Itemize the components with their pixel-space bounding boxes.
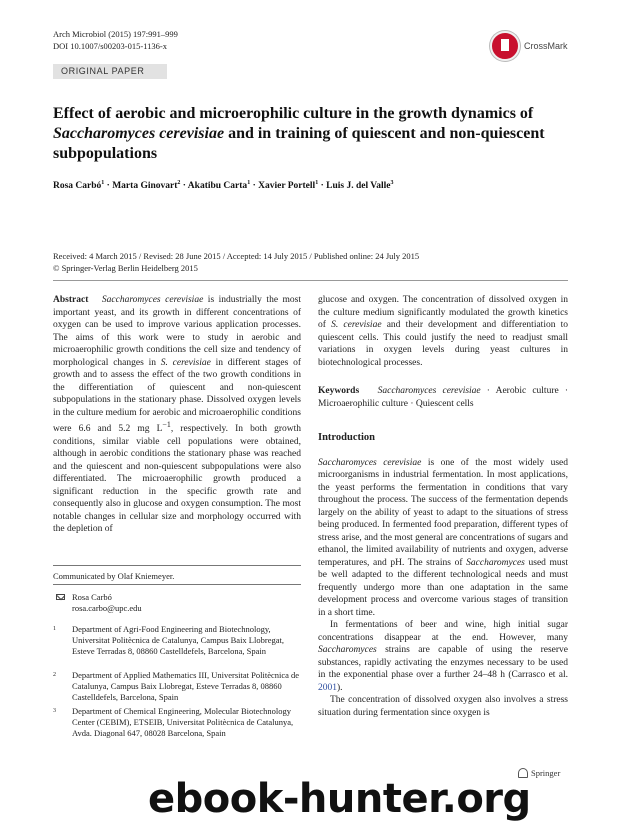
author-affiliation-mark: 1: [247, 180, 251, 186]
watermark-text: ebook-hunter.org: [148, 776, 531, 822]
abstract: [53, 294, 301, 536]
intro-text-1a: is one of the most widely used microorganisms in industrial fermentation. In most applications, the yeast performs the fermentation in conditions that vary throughout the process. The success of the fermentation depends largely on the ability of yeast to adapt to the situations of stress being produced. In fermented food preparation, different types of stress arise, and the most general are concentrations of sugars and ethanol, the limited availability of nutrients and oxygen, adverse temperatures, and pH. The strains of: [318, 457, 569, 568]
title-species: Saccharomyces cerevisiae: [53, 125, 225, 142]
left-column: [53, 294, 301, 536]
section-heading-introduction: Introduction: [318, 432, 375, 443]
citation-link[interactable]: 2001: [318, 682, 337, 693]
corresponding-author: [72, 592, 142, 614]
author-name[interactable]: Xavier Portell: [258, 181, 316, 192]
abstract-continued: [318, 294, 568, 369]
intro-text-1b: used must be well adapted to the different technological needs and must frequently undergo more than one adaptation in the same development process and overcome various stages of transition in a short time.: [318, 557, 569, 618]
intro-species-3: Saccharomyces: [318, 645, 377, 655]
author-affiliation-mark: 1: [315, 180, 319, 186]
right-column: [318, 294, 568, 719]
abstract-text-3: , respectively. In both growth conditions, similar viable cell populations were obtained, although in aerobic conditions the stationary phase was reached and the quiescent and non-quiescent subpopulations were also differentiated. The microaerophilic growth produced a significant reduction in the specific growth rate and consequently also in glucose and oxygen consumption. The most notable changes in cellular size and morphology occurred with the depletion of: [53, 424, 301, 535]
keyword-species: Saccharomyces cerevisiae: [377, 386, 481, 396]
author-affiliation-mark: 2: [177, 180, 181, 186]
publication-dates: [53, 250, 573, 274]
intro-text-2c: ).: [337, 682, 343, 693]
abstract-label: Abstract: [53, 295, 89, 305]
abstract-text-2: in different stages of growth and to assess the effect of the two growth conditions in the differentiation of quiescent and non-quiescent subpopulations in the stationary phase. Dissolved oxygen levels in the culture medium for aerobic and microaerophilic conditions were 6.6 and 5.2 mg L: [53, 357, 301, 435]
paper-title: [53, 104, 573, 164]
crossmark-badge[interactable]: [490, 32, 570, 60]
intro-species-2: Saccharomyces: [466, 557, 525, 568]
journal-info: [53, 28, 178, 52]
author-separator: ·: [318, 181, 327, 192]
author-affiliation-mark: 3: [390, 180, 394, 186]
abstract-text-1: is industrially the most important yeast, and its growth in different concentrations of oxygen can be used to improve various application processes. The aims of this work were to study in aerobic and microaerophilic growth conditions the cell size and tendency of morphological changes in: [53, 295, 302, 368]
abstract-species-2: S. cerevisiae: [160, 357, 211, 368]
affiliation: Department of Applied Mathematics III, Universitat Politècnica de Catalunya, Campus Baix Llobregat, Esteve Terradas 8, 08860 Castelldefels, Barcelona, Spain: [72, 670, 300, 702]
paper-type-label: ORIGINAL PAPER: [53, 64, 167, 79]
title-part-1: Effect of aerobic and microerophilic culture in the growth dynamics of: [53, 105, 534, 122]
affiliation-number: 1: [53, 626, 56, 632]
intro-species: Saccharomyces cerevisiae: [318, 457, 422, 468]
doi[interactable]: DOI 10.1007/s00203-015-1136-x: [53, 41, 167, 51]
communicated-by: Communicated by Olaf Kniemeyer.: [53, 571, 175, 581]
intro-text-2a: In fermentations of beer and wine, high initial sugar concentrations disappear at the end. However, many: [318, 620, 568, 643]
intro-paragraph-2: [318, 619, 568, 694]
correspondence-divider: [53, 584, 301, 585]
abstract-cont-2: and their development and differentiation to quiescent cells. This could justify the need to readjust small variations in oxygen levels during yeast cultures in biotechnological processes.: [318, 320, 569, 368]
journal-citation: Arch Microbiol (2015) 197:991–999: [53, 29, 178, 39]
crossmark-icon: [490, 31, 520, 61]
author-list: [53, 180, 573, 191]
affiliation: Department of Chemical Engineering, Molecular Biotechnology Center (CEBIM), ETSEIB, Universitat Politècnica de Catalunya, Avda. Diagonal 647, 08028 Barcelona, Spain: [72, 706, 294, 738]
affiliation: Department of Agri-Food Engineering and Biotechnology, Universitat Politècnica de Catalunya, Campus Baix Llobregat, Esteve Terradas 8, 08860 Castelldefels, Barcelona, Spain: [72, 624, 284, 656]
crossmark-label: CrossMark: [524, 41, 568, 51]
publisher-name: Springer: [531, 768, 561, 778]
keywords-label: Keywords: [318, 386, 360, 396]
title-part-2: and in training of quiescent and non-quiescent subpopulations: [53, 125, 545, 162]
copyright: © Springer-Verlag Berlin Heidelberg 2015: [53, 263, 198, 273]
author-name[interactable]: Rosa Carbó: [53, 181, 102, 192]
author-affiliation-mark: 1: [101, 180, 105, 186]
corresponding-author-name: Rosa Carbó: [72, 592, 112, 602]
author-name[interactable]: Luis J. del Valle: [326, 181, 391, 192]
abstract-cont-1: glucose and oxygen. The concentration of dissolved oxygen in the culture medium significantly modulated the growth kinetics of: [318, 295, 568, 330]
keyword-list: · Aerobic culture · Microaerophilic culture · Quiescent cells: [318, 386, 569, 409]
header-divider: [53, 280, 568, 281]
affiliation-number: 2: [53, 672, 56, 678]
intro-paragraph-3: The concentration of dissolved oxygen also involves a stress situation during fermentation since oxygen is: [318, 695, 568, 718]
author-separator: ·: [250, 181, 259, 192]
email-icon: [56, 594, 65, 600]
author-name[interactable]: Akatibu Carta: [187, 181, 248, 192]
abstract-cont-species: S. cerevisiae: [331, 320, 382, 330]
footnote-divider: [53, 565, 301, 566]
keywords: [318, 385, 568, 410]
corresponding-author-email[interactable]: rosa.carbo@upc.edu: [72, 603, 142, 613]
intro-text-2b: strains are capable of using the reserve substances, rapidly activating the enzymes necessary to be used in the exponential phase over a further 24–48 h (Carrasco et al.: [318, 645, 568, 680]
intro-paragraph-1: [318, 457, 568, 620]
affiliation-number: 3: [53, 708, 56, 714]
history-dates: Received: 4 March 2015 / Revised: 28 June 2015 / Accepted: 14 July 2015 / Published online: 24 July 2015: [53, 251, 420, 261]
unit-superscript: −1: [162, 420, 171, 429]
author-separator: ·: [104, 181, 113, 192]
abstract-species: Saccharomyces cerevisiae: [101, 295, 204, 305]
author-name[interactable]: Marta Ginovart: [112, 181, 178, 192]
author-separator: ·: [180, 181, 188, 192]
